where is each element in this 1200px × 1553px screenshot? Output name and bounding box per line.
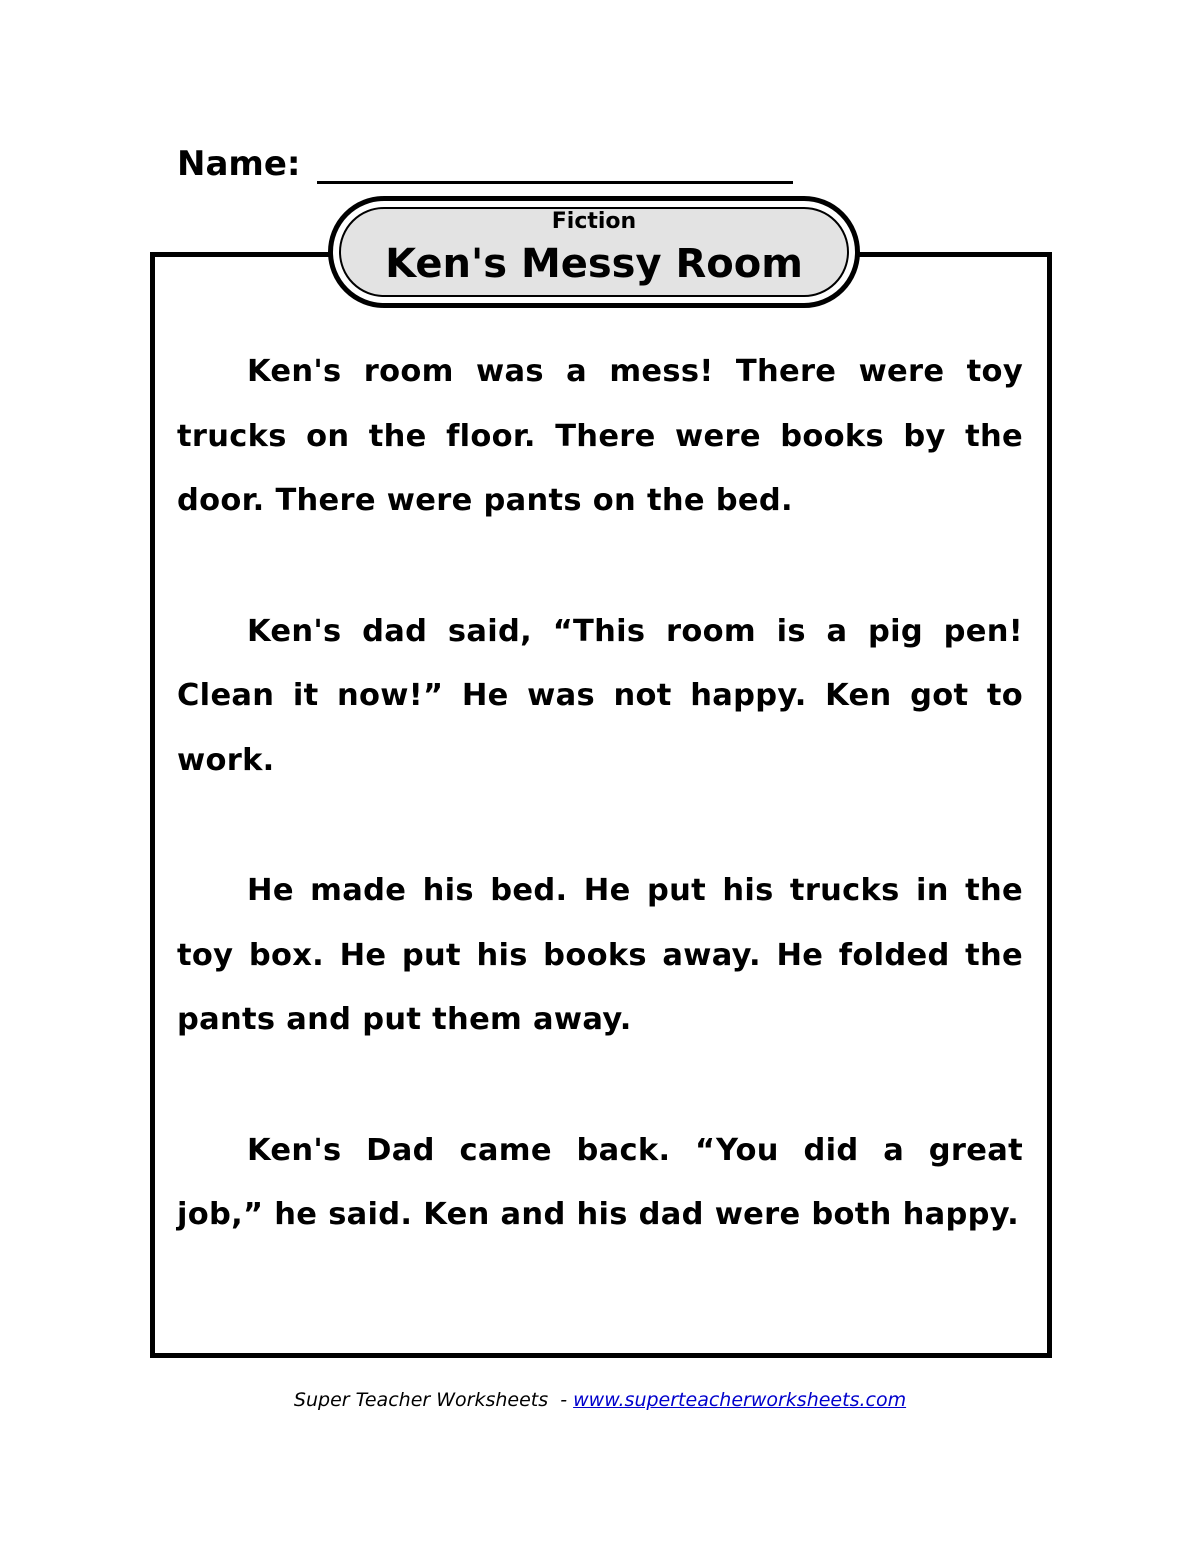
footer [0, 1386, 1200, 1414]
story-text [177, 340, 1023, 1314]
name-blank-line [317, 181, 793, 184]
story-paragraph-4: Ken's Dad came back. “You did a great job,” he said. Ken and his dad were both happy. [177, 1132, 1023, 1232]
story-paragraph-1: Ken's room was a mess! There were toy trucks on the floor. There were books by the door. There were pants on the bed. [177, 354, 1023, 518]
story-paragraph-2: Ken's dad said, “This room is a pig pen! Clean it now!” He was not happy. Ken got to work. [177, 613, 1023, 778]
name-row [177, 140, 797, 190]
genre-label: Fiction [551, 209, 637, 234]
title-banner [328, 196, 860, 308]
footer-website-link[interactable]: www.superteacherworksheets.com [573, 1389, 907, 1411]
story-title: Ken's Messy Room [385, 241, 803, 287]
story-paragraph-3: He made his bed. He put his trucks in the toy box. He put his books away. He folded the pants and put them away. [177, 873, 1023, 1037]
footer-brand: Super Teacher Worksheets - [293, 1389, 574, 1411]
name-label: Name: [177, 144, 301, 184]
